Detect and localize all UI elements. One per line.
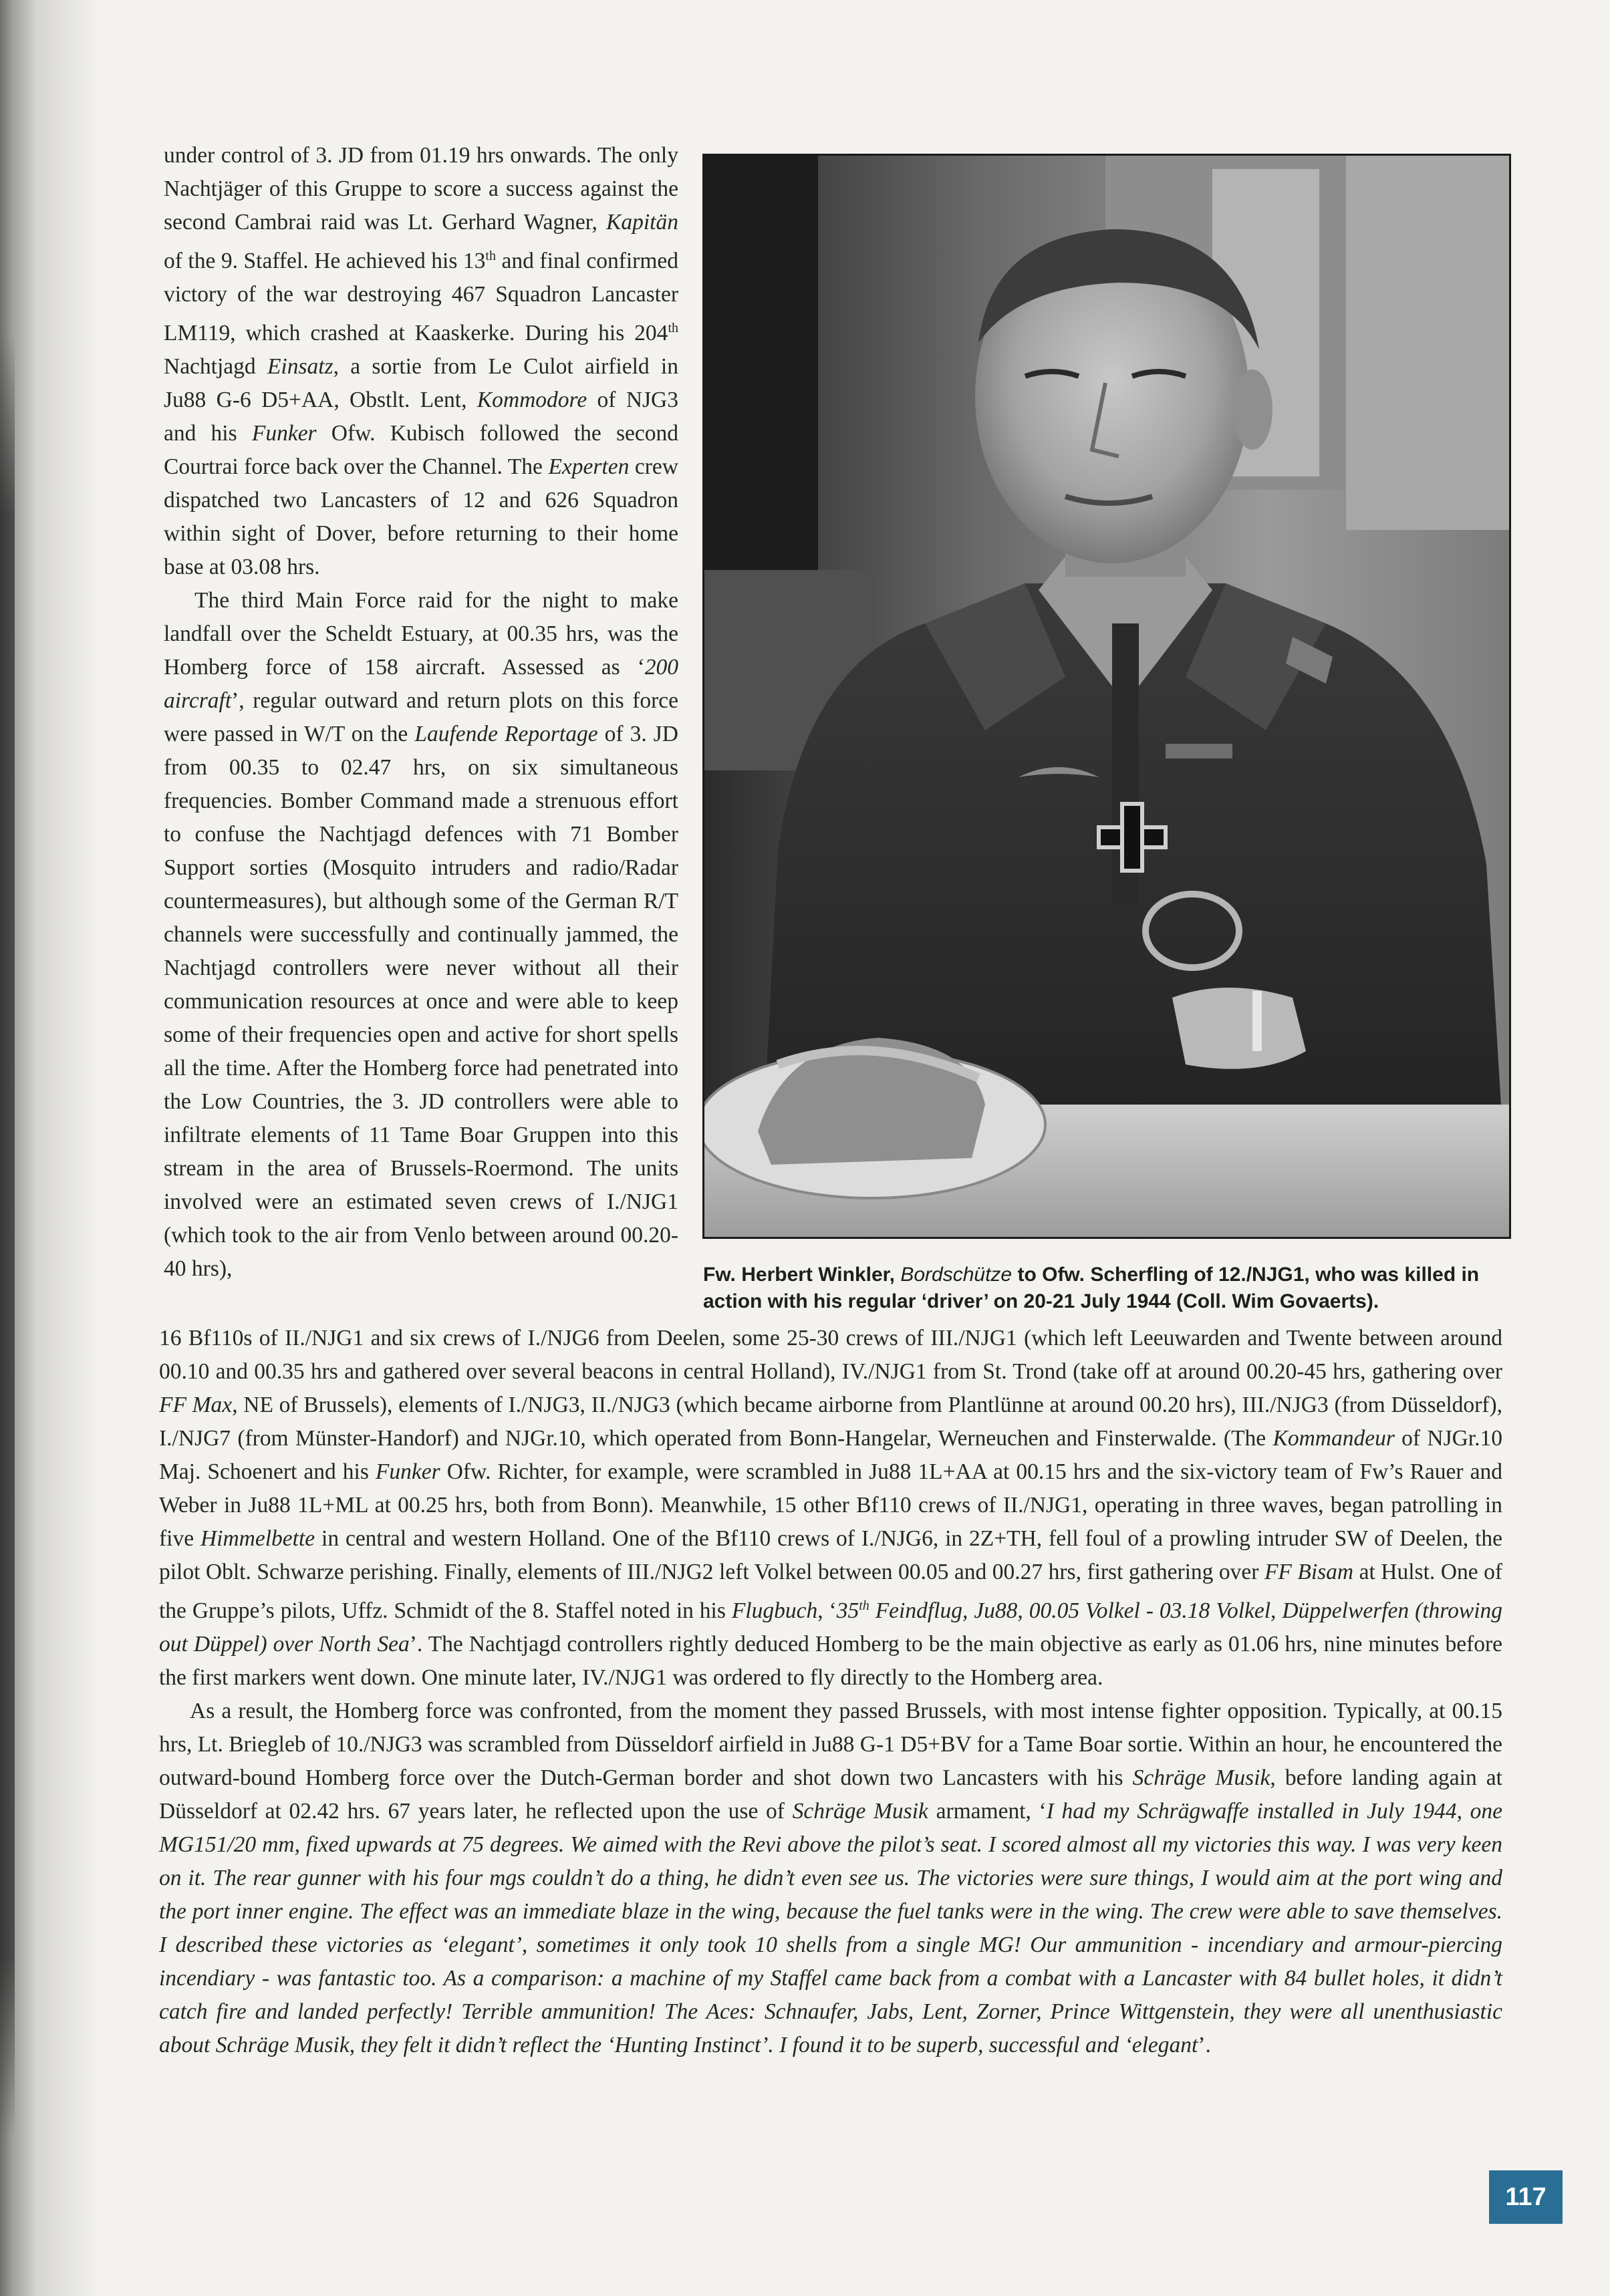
page-number: 117: [1489, 2170, 1563, 2224]
text-run: Nachtjagd: [164, 354, 267, 380]
italic-term: FF Bisam: [1264, 1560, 1354, 1584]
text-run: of 3. JD from 00.35 to 02.47 hrs, on six simultaneous frequencies. Bomber Command made a strenuous effort to confuse the Nachtjagd defences with 71 Bomber Support sorties (Mosquito intruders and radio/Radar countermeasures), but although some of the German R/T channels were successfully and continually jammed, the Nachtjagd controllers were never without all their communication resources at once and were able to keep some of their frequencies open and active for short spells all the time. After the Homberg force had penetrated into the Low Countries, the 3. JD controllers were able to infiltrate elements of 11 Tame Boar Gruppen into this stream in the area of Brussels-Roermond. The units involved were an estimated seven crews of I./NJG1 (which took to the air from Venlo between around 00.20-40 hrs),: [164, 722, 678, 1282]
italic-term: Einsatz: [267, 354, 333, 380]
paragraph-briegleb: [159, 1695, 1502, 2062]
text-run: Ofw. Kubisch followed the second Courtrai force back over the Channel. The: [164, 421, 678, 480]
text-run: , ‘: [817, 1598, 837, 1624]
binding-edge: [0, 334, 15, 2138]
ordinal-suffix: th: [668, 321, 678, 336]
italic-term: 200 aircraft: [164, 655, 678, 714]
text-run: ’.: [1198, 2033, 1211, 2058]
italic-term: Schräge Musik: [792, 1799, 928, 1824]
text-run: in central and western Holland. One of the Bf110 crews of I./NJG6, in 2Z+TH, fell foul of a prowling intruder SW of Deelen, the pilot Oblt. Schwarze perishing. Finally, elements of III./NJG2 left Volkel between 00.05 and 00.27 hrs, first gathering over: [159, 1526, 1502, 1584]
text-run: , a sortie from Le Culot airfield in Ju88 G-6 D5+AA, Obstlt. Lent,: [164, 354, 678, 413]
italic-term: Experten: [548, 454, 630, 480]
text-run: armament, ‘: [928, 1799, 1047, 1824]
italic-term: Schräge Musik: [1132, 1765, 1270, 1791]
text-run: crew dispatched two Lancasters of 12 and 626 Squadron within sight of Dover, before returning to their home base at 03.08 hrs.: [164, 454, 678, 580]
italic-quote: Feindflug, Ju88, 00.05 Volkel - 03.18 Volkel, Düppelwerfen (throwing out Düppel) over North Sea: [159, 1598, 1502, 1657]
paragraph-units: [159, 1322, 1502, 1695]
paragraph-homberg: [164, 584, 678, 1286]
italic-term: Kapitän: [606, 210, 678, 235]
text-run: and final confirmed victory of the war destroying 467 Squadron Lancaster LM119, which crashed at Kaaskerke. During his 204: [164, 249, 678, 346]
caption-text: to Ofw. Scherfling of 12./NJG1, who was killed in action with his regular ‘driver’ on 20-21 July 1944 (Coll. Wim Govaerts).: [703, 1264, 1480, 1312]
italic-term: Flugbuch: [731, 1598, 818, 1624]
italic-term: Himmelbette: [200, 1526, 315, 1551]
text-run: , before landing again at Düsseldorf at 02.42 hrs. 67 years later, he reflected upon the use of: [159, 1765, 1502, 1824]
photo-caption: [703, 1262, 1512, 1315]
caption-italic-term: Bordschütze: [900, 1264, 1013, 1286]
italic-term: Funker: [375, 1459, 440, 1484]
ordinal-suffix: th: [859, 1598, 869, 1613]
caption-text: Fw. Herbert Winkler,: [703, 1264, 901, 1286]
text-run: , NE of Brussels), elements of I./NJG3, II./NJG3 (which became airborne from Plantlünne at around 00.20 hrs), III./NJG3 (from Düsseldorf), I./NJG7 (from Münster-Handorf) and NJGr.10, which operated from Bonn-Hangelar, Werneuchen and Finsterwalde. (The: [159, 1393, 1502, 1451]
text-run: under control of 3. JD from 01.19 hrs onwards. The only Nachtjäger of this Gruppe to score a success against the second Cambrai raid was Lt. Gerhard Wagner,: [164, 143, 678, 235]
text-run: ’. The Nachtjagd controllers rightly deduced Homberg to be the main objective as early as 01.06 hrs, nine minutes before the first markers went down. One minute later, IV./NJG1 was ordered to fly directly to the Homberg area.: [159, 1632, 1502, 1691]
text-run: at Hulst. One of the Gruppe’s pilots, Uffz. Schmidt of the 8. Staffel noted in his: [159, 1560, 1502, 1624]
italic-term: Funker: [251, 421, 317, 446]
portrait-photo: [704, 156, 1509, 1237]
text-run: ’, regular outward and return plots on this force were passed in W/T on the: [164, 688, 678, 747]
italic-term: Kommodore: [477, 388, 587, 413]
ordinal-suffix: th: [485, 249, 496, 263]
text-run: of NJG3 and his: [164, 388, 678, 446]
binding-shadow: [0, 0, 100, 2296]
italic-term: FF Max: [159, 1393, 233, 1417]
full-width-text: [159, 1322, 1502, 2062]
italic-quote: I had my Schrägwaffe installed in July 1944, one MG151/20 mm, fixed upwards at 75 degrees. We aimed with the Revi above the pilot’s seat. I scored almost all my victories this way. I was very keen on it. The rear gunner with his four mgs couldn’t do a thing, he didn’t even see us. The victories were sure things, I would aim at the port wing and the port inner engine. The effect was an immediate blaze in the wing, because the fuel tanks were in the wing. The crew were able to save themselves. I described these victories as ‘elegant’, sometimes it only took 10 shells from a single MG! Our ammunition - incendiary and armour-piercing incendiary - was fantastic too. As a comparison: a machine of my Staffel came back from a combat with a Lancaster with 84 bullet holes, it didn’t catch fire and landed perfectly! Terrible ammunition! The Aces: Schnaufer, Jabs, Lent, Zorner, Prince Wittgenstein, they were all unenthusiastic about Schräge Musik, they felt it didn’t reflect the ‘Hunting Instinct’. I found it to be superb, successful and ‘elegant: [159, 1799, 1503, 2058]
photo-illustration: [704, 156, 1509, 1237]
text-run: As a result, the Homberg force was confronted, from the moment they passed Brussels, with most intense fighter opposition. Typically, at 00.15 hrs, Lt. Briegleb of 10./NJG3 was scrambled from Düsseldorf airfield in Ju88 G-1 D5+BV for a Tame Boar sortie. Within an hour, he encountered the outward-bound Homberg force over the Dutch-German border and shot down two Lancasters with his: [159, 1699, 1502, 1791]
left-text-column: [164, 139, 678, 1286]
text-run: 16 Bf110s of II./NJG1 and six crews of I./NJG6 from Deelen, some 25-30 crews of III./NJG1 (which left Leeuwarden and Twente between around 00.10 and 00.35 hrs and gathered over several beacons in central Holland), IV./NJG1 from St. Trond (take off at around 00.20-45 hrs, gathering over: [159, 1326, 1502, 1384]
italic-term: Kommandeur: [1272, 1426, 1395, 1451]
text-run: of the 9. Staffel. He achieved his 13: [164, 249, 486, 274]
text-run: The third Main Force raid for the night to make landfall over the Scheldt Estuary, at 00.35 hrs, was the Homberg force of 158 aircraft. Assessed as ‘: [164, 588, 678, 680]
text-run: of NJGr.10 Maj. Schoenert and his: [159, 1426, 1502, 1484]
italic-term: Laufende Reportage: [414, 722, 598, 747]
text-run: Ofw. Richter, for example, were scrambled in Ju88 1L+AA at 00.15 hrs and the six-victory team of Fw’s Rauer and Weber in Ju88 1L+ML at 00.25 hrs, both from Bonn). Meanwhile, 15 other Bf110 crews of II./NJG1, operating in three waves, began patrolling in five: [159, 1459, 1502, 1551]
paragraph-wagner: [164, 139, 678, 584]
italic-quote: 35: [836, 1598, 859, 1624]
